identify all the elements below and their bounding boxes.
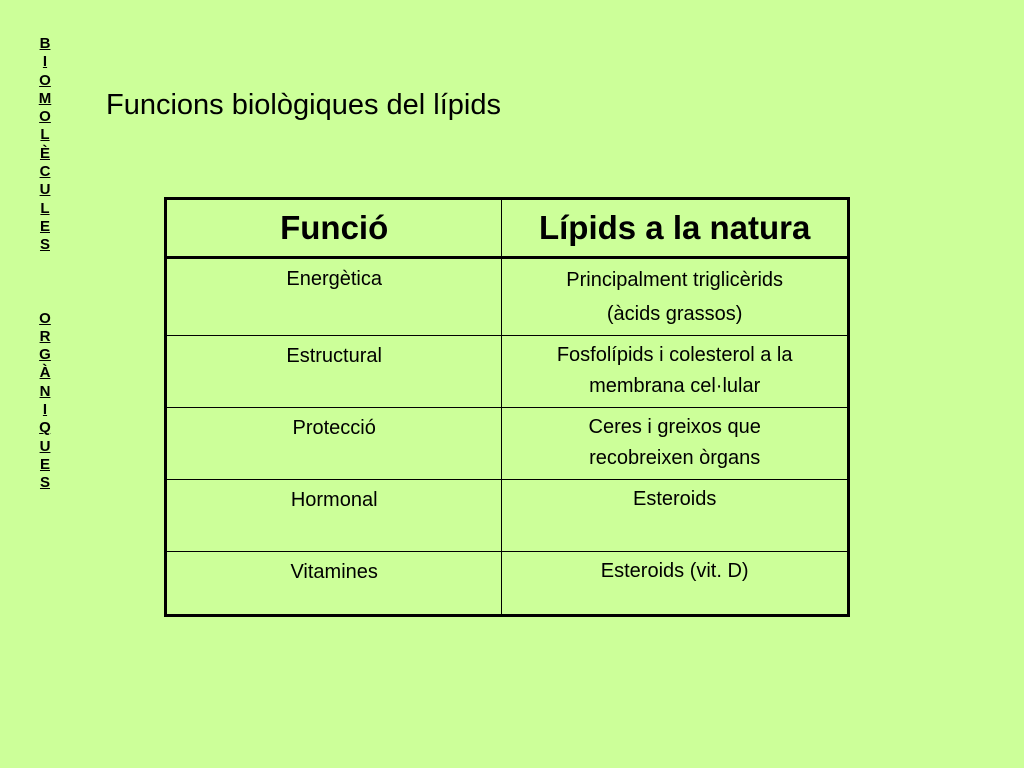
side-letter: L [40, 126, 50, 144]
side-letter: S [39, 474, 50, 492]
lipids-cell [502, 480, 849, 552]
lipids-cell [502, 552, 849, 616]
table-row [166, 480, 849, 552]
lipids-cell [502, 258, 849, 336]
side-letter: C [39, 163, 51, 181]
lipids-line: Ceres i greixos que [588, 416, 761, 438]
lipids-table [164, 197, 850, 617]
header-lipids-in-nature: Lípids a la natura [502, 199, 849, 258]
lipids-line: Principalment triglicèrids [566, 269, 784, 291]
lipids-line: Esteroids (vit. D) [600, 560, 749, 582]
side-letter: M [38, 89, 52, 107]
function-cell: Protecció [166, 408, 502, 480]
side-letter: U [39, 437, 51, 455]
side-letter: L [40, 199, 50, 217]
lipids-cell [502, 408, 849, 480]
lipids-line: recobreixen òrgans [589, 447, 761, 469]
side-letter: R [39, 327, 51, 345]
side-letter: À [39, 364, 51, 382]
side-letter: U [39, 181, 51, 199]
slide-title: Funcions biològiques del lípids [106, 89, 501, 121]
side-letter: N [39, 382, 51, 400]
side-letter: S [39, 236, 50, 254]
side-letter: I [42, 401, 48, 419]
side-letter: B [39, 35, 51, 52]
table-row [166, 258, 849, 336]
table-header-row [166, 199, 849, 258]
function-cell: Energètica [166, 258, 502, 336]
function-cell: Hormonal [166, 480, 502, 552]
lipids-line: Esteroids [632, 488, 717, 510]
table-row [166, 552, 849, 616]
lipids-cell [502, 336, 849, 408]
side-letter: È [39, 144, 50, 162]
table-row [166, 408, 849, 480]
function-cell: Vitamines [166, 552, 502, 616]
side-letter: Q [39, 419, 51, 437]
side-letter: I [42, 53, 48, 71]
side-letter: G [39, 346, 51, 364]
side-letter: O [39, 309, 51, 327]
side-letter: E [39, 217, 50, 235]
side-banner [30, 35, 60, 493]
lipids-line: Fosfolípids i colesterol a la [556, 344, 793, 366]
function-cell: Estructural [166, 336, 502, 408]
lipids-line: membrana cel·lular [589, 375, 761, 397]
side-letter: O [39, 108, 51, 126]
lipids-line: (àcids grassos) [606, 303, 743, 325]
side-letter: E [39, 455, 50, 473]
table-row [166, 336, 849, 408]
header-function: Funció [166, 199, 502, 258]
side-letter: O [39, 71, 51, 89]
